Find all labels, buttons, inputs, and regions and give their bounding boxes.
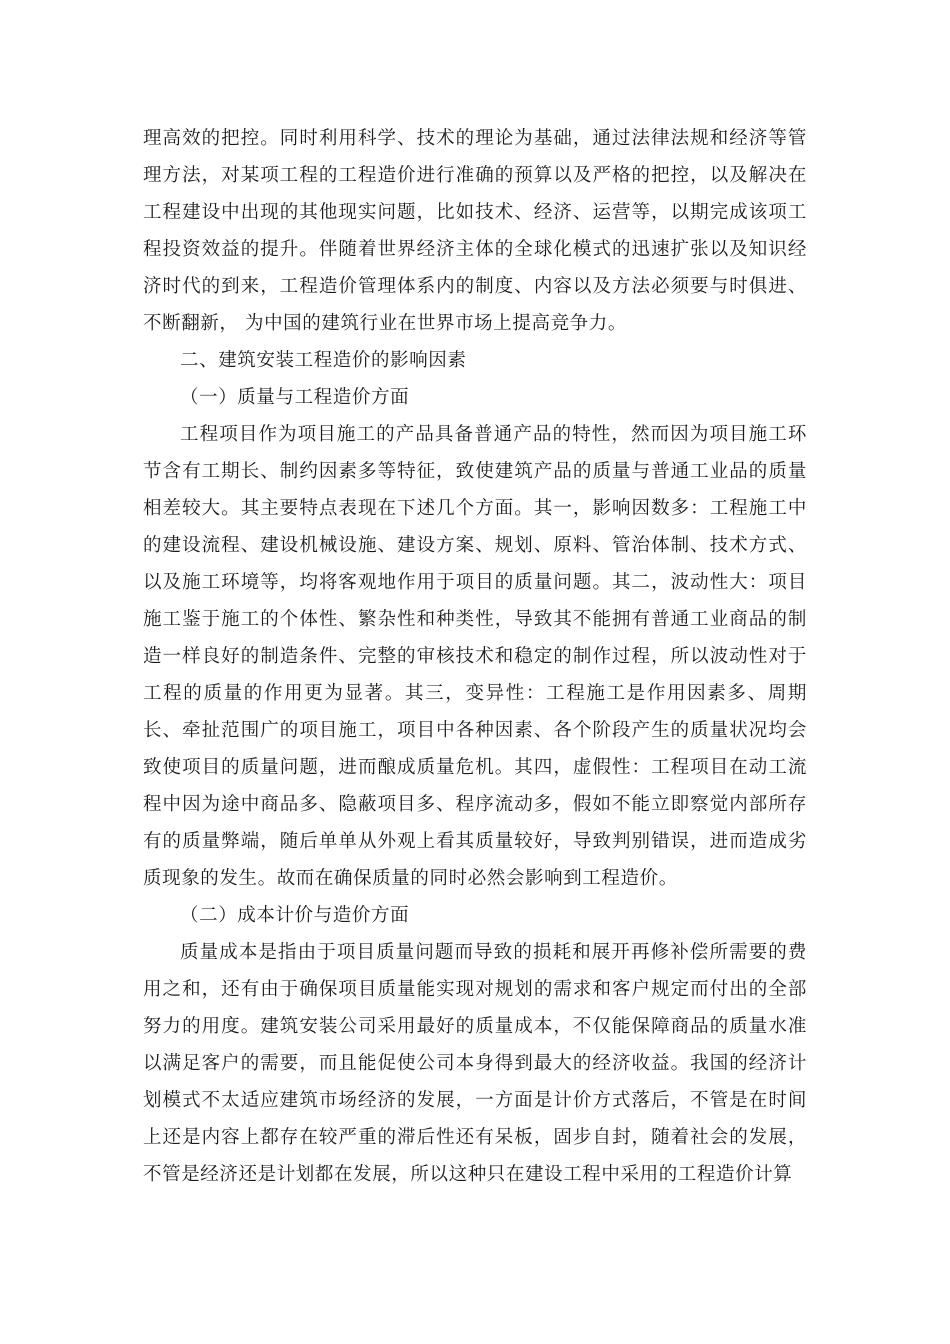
document-body [143,120,807,1193]
paragraph-quality: 工程项目作为项目施工的产品具备普通产品的特性，然而因为项目施工环节含有工期长、制约因素多等特征，致使建筑产品的质量与普通工业品的质量相差较大。其主要特点表现在下述几个方面。其一，影响因数多：工程施工中的建设流程、建设机械设施、建设方案、规划、原料、管治体制、技术方式、以及施工环境等，均将客观地作用于项目的质量问题。其二，波动性大：项目施工鉴于施工的个体性、繁杂性和种类性，导致其不能拥有普通工业商品的制造一样良好的制造条件、完整的审核技术和稳定的制作过程，所以波动性对于工程的质量的作用更为显著。其三，变异性：工程施工是作用因素多、周期长、牵扯范围广的项目施工，项目中各种因素、各个阶段产生的质量状况均会致使项目的质量问题，进而酿成质量危机。其四，虚假性：工程项目在动工流程中因为途中商品多、隐蔽项目多、程序流动多，假如不能立即察觉内部所存有的质量弊端，随后单单从外观上看其质量较好，导致判别错误，进而造成劣质现象的发生。故而在确保质量的同时必然会影响到工程造价。 [143,424,807,889]
section-heading-factors: 二、建筑安装工程造价的影响因素 [180,350,467,371]
paragraph-cost: 质量成本是指由于项目质量问题而导致的损耗和展开再修补偿所需要的费用之和，还有由于确保项目质量能实现对规划的需求和客户规定而付出的全部努力的用度。建筑安装公司采用最好的质量成本，不仅能保障商品的质量水准以满足客户的需要，而且能促使公司本身得到最大的经济收益。我国的经济计划模式不太适应建筑市场经济的发展，一方面是计价方式落后，不管是在时间上还是内容上都存在较严重的滞后性还有呆板，固步自封，随着社会的发展，不管是经济还是计划都在发展，所以这种只在建设工程中采用的工程造价计算 [143,942,807,1185]
subsection-heading-cost: （二）成本计价与造价方面 [180,905,410,926]
subsection-heading-quality: （一）质量与工程造价方面 [180,387,410,408]
paragraph-intro-continuation: 理高效的把控。同时利用科学、技术的理论为基础，通过法律法规和经济等管理方法，对某项工程的工程造价进行准确的预算以及严格的把控，以及解决在工程建设中出现的其他现实问题，比如技术、经济、运营等，以期完成该项工程投资效益的提升。伴随着世界经济主体的全球化模式的迅速扩张以及知识经济时代的到来，工程造价管理体系内的制度、内容以及方法必须要与时俱进、不断翻新， 为中国的建筑行业在世界市场上提高竞争力。 [143,128,807,334]
